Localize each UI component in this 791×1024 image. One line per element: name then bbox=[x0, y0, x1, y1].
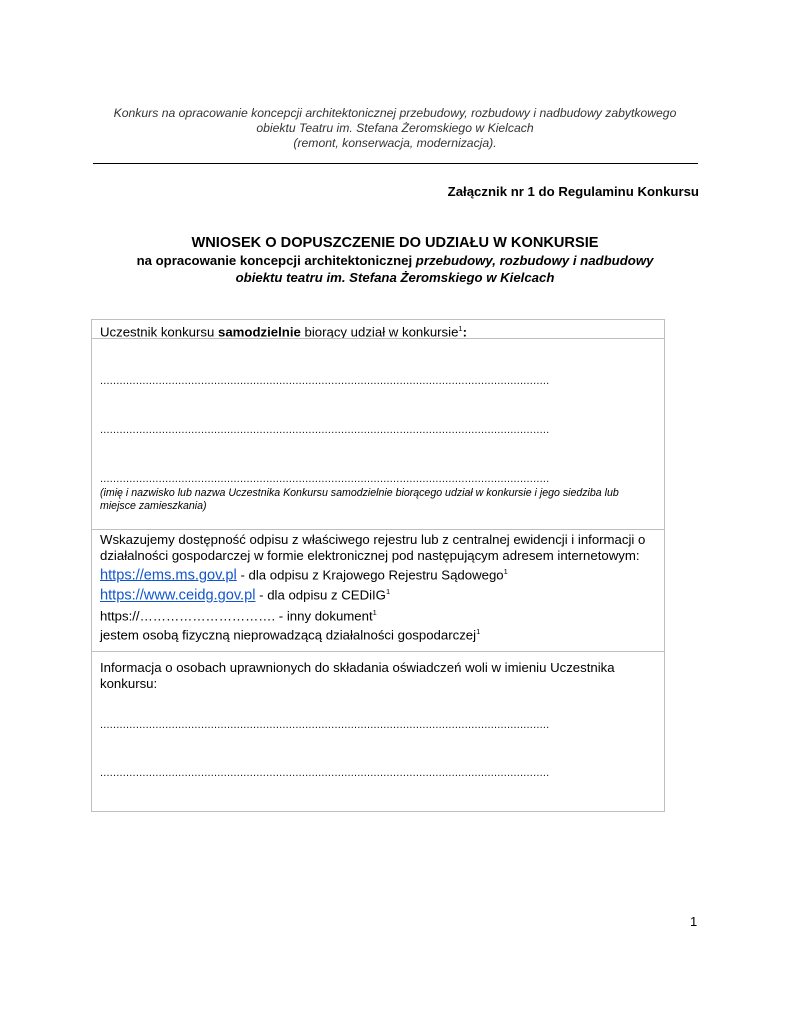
title-subtitle-2: obiektu teatru im. Stefana Żeromskiego w Kielcach bbox=[235, 270, 555, 285]
ceidg-link[interactable]: https://www.ceidg.gov.pl bbox=[100, 587, 256, 604]
form-title bbox=[93, 234, 697, 286]
registry-intro: Wskazujemy dostępność odpisu z właściwego rejestru lub z centralnej ewidencji i informacji o działalności gospodarczej w formie elektronicznej pod następującym adresem internetowym: bbox=[100, 532, 646, 563]
participant-dotted-line-2[interactable]: .......................................................................................................................................... bbox=[100, 424, 550, 436]
authorized-dotted-line-2[interactable]: .......................................................................................................................................... bbox=[100, 767, 550, 779]
application-form-table bbox=[91, 319, 665, 812]
participant-label-post: biorący udział w konkursie bbox=[300, 324, 459, 340]
participant-dotted-line-3[interactable]: .......................................................................................................................................... bbox=[100, 473, 550, 485]
header-line-3: (remont, konserwacja, modernizacja). bbox=[293, 136, 497, 150]
annex-label: Załącznik nr 1 do Regulaminu Konkursu bbox=[447, 184, 699, 199]
header-divider bbox=[93, 163, 698, 164]
document-header bbox=[93, 106, 697, 151]
participant-note: (imię i nazwisko lub nazwa Uczestnika Konkursu samodzielnie biorącego udział w konkursie i jego siedziba lub miejsce zamieszkania) bbox=[100, 487, 619, 512]
other-footnote-ref: 1 bbox=[372, 607, 377, 617]
krs-link[interactable]: https://ems.ms.gov.pl bbox=[100, 567, 237, 584]
krs-link-desc: - dla odpisu z Krajowego Rejestru Sądowego bbox=[236, 567, 504, 583]
authorized-persons-label: Informacja o osobach uprawnionych do składania oświadczeń woli w imieniu Uczestnika konkursu: bbox=[100, 660, 615, 691]
ceidg-footnote-ref: 1 bbox=[385, 587, 391, 597]
participant-header bbox=[92, 320, 664, 338]
registry-section bbox=[92, 529, 664, 651]
authorized-persons-section bbox=[92, 651, 664, 811]
header-line-1: Konkurs na opracowanie koncepcji architektonicznej przebudowy, rozbudowy i nadbudowy zabytkowego bbox=[113, 106, 677, 120]
authorized-dotted-line-1[interactable]: .......................................................................................................................................... bbox=[100, 719, 550, 731]
other-document: https://…………………………. - inny dokument bbox=[100, 608, 373, 624]
participant-label-pre: Uczestnik konkursu bbox=[100, 324, 218, 340]
title-subtitle-1 bbox=[93, 252, 697, 269]
page-number: 1 bbox=[690, 914, 698, 929]
krs-footnote-ref: 1 bbox=[503, 567, 508, 576]
participant-footnote-ref: 1 bbox=[458, 324, 463, 333]
header-line-2: obiektu Teatru im. Stefana Żeromskiego w Kielcach bbox=[256, 121, 534, 135]
participant-fill-area bbox=[92, 338, 664, 529]
ceidg-link-desc: - dla odpisu z CEDiIG bbox=[255, 587, 386, 603]
title-sub-plain: na opracowanie koncepcji architektonicznej bbox=[136, 253, 416, 268]
person-footnote-ref: 1 bbox=[476, 627, 481, 637]
participant-dotted-line-1[interactable]: .......................................................................................................................................... bbox=[100, 375, 550, 387]
title-main: WNIOSEK O DOPUSZCZENIE DO UDZIAŁU W KONKURSIE bbox=[191, 235, 599, 251]
participant-label-colon: : bbox=[462, 324, 467, 340]
participant-label-bold: samodzielnie bbox=[218, 324, 301, 340]
title-sub-italic: przebudowy, rozbudowy i nadbudowy bbox=[415, 253, 654, 268]
natural-person-statement: jestem osobą fizyczną nieprowadzącą działalności gospodarczej bbox=[100, 627, 477, 643]
